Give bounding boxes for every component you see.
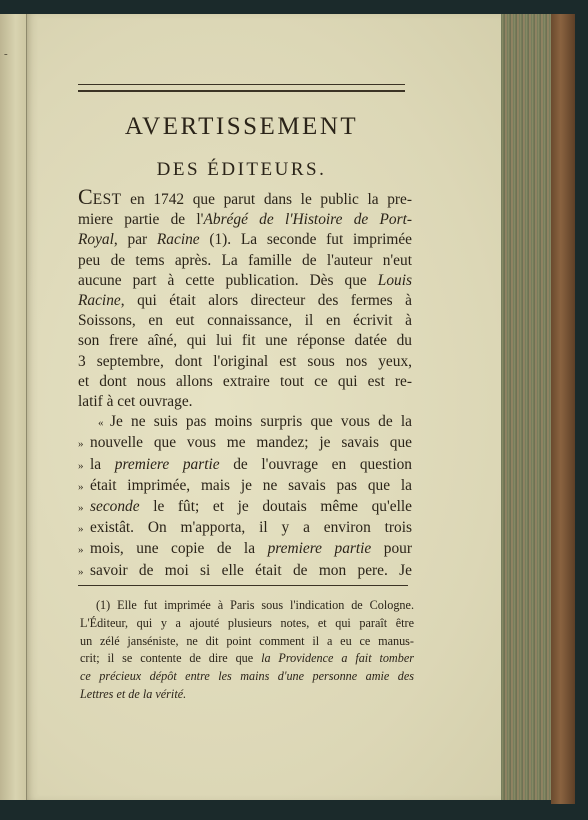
footnote-line [80, 650, 414, 668]
text-run: peu de tems après. La famille de l'auteur n'eut [78, 251, 412, 269]
italic-text: Racine [156, 231, 200, 249]
text-run: miere partie de l' [78, 211, 204, 229]
italic-text: premiere partie [267, 540, 372, 558]
text-run: le fût; et je doutais même qu'elle [139, 498, 412, 516]
text-run: (1) Elle fut imprimée à Paris sous l'indication de Cologne. [96, 598, 414, 612]
page-title: AVERTISSEMENT [124, 113, 359, 140]
text-run: pour [371, 540, 412, 558]
quote-mark: » [78, 565, 84, 578]
text-run: (1). La seconde fut imprimée [199, 231, 412, 249]
footnote-line [80, 615, 414, 633]
body-line [78, 539, 412, 560]
italic-text: seconde [90, 498, 140, 516]
body-line [78, 412, 412, 433]
footnote [80, 597, 414, 704]
italic-text: premiere partie [114, 455, 220, 473]
text-run: , qui était alors directeur des fermes à [120, 292, 412, 310]
text-run: EST [92, 191, 122, 208]
body-line [78, 331, 412, 351]
footnote-line [80, 668, 414, 686]
quote-mark: » [78, 480, 84, 493]
text-run: latif à cet ouvrage. [78, 393, 193, 411]
text-run: Soissons, en eut connaissance, il en écrivit à [78, 312, 412, 330]
text-run: C [78, 184, 93, 209]
body-line [78, 271, 412, 291]
body-line [78, 352, 412, 372]
body-line [78, 476, 412, 497]
text-run: aucune part à cette publication. Dès que [78, 271, 378, 289]
italic-text: Louis [377, 271, 412, 289]
facing-page-mark: - [4, 48, 8, 60]
page-subtitle: DES ÉDITEURS. [156, 159, 327, 180]
text-run: 3 septembre, dont l'original est sous nos yeux, [78, 352, 412, 370]
text-run: existât. On m'apporta, il y a environ trois [90, 519, 412, 537]
body-text [78, 184, 412, 582]
quote-mark: » [78, 523, 84, 536]
facing-page-edge [0, 14, 27, 800]
text-run: son frere aîné, qui lui fit une réponse datée du [78, 332, 412, 350]
body-line [78, 210, 412, 230]
text-run: mois, une copie de la [90, 540, 268, 558]
body-line [78, 561, 412, 582]
text-run: Je ne suis pas moins surpris que vous de la [110, 413, 412, 431]
body-line [78, 433, 412, 454]
text-run: de l'ouvrage en question [219, 455, 412, 473]
italic-text: la Providence a fait tomber [261, 651, 414, 666]
body-line [78, 311, 412, 331]
text-run: , par [113, 231, 157, 249]
page-block-edges [501, 14, 551, 800]
italic-text: Royal [78, 231, 114, 249]
body-line [78, 392, 412, 412]
quote-mark: » [78, 459, 84, 472]
body-line [78, 372, 412, 392]
body-line [78, 497, 412, 518]
body-line [78, 230, 412, 250]
text-run: en 1742 que parut dans le public la pre- [121, 191, 412, 208]
footnote-line [80, 597, 414, 615]
body-line [78, 251, 412, 271]
quote-mark: » [78, 438, 84, 451]
text-run: et dont nous allons extraire tout ce qui est re- [78, 372, 412, 390]
text-run: L'Éditeur, qui y a ajouté plusieurs notes, et qui paraît être [80, 615, 414, 630]
quote-mark: » [78, 544, 84, 557]
header-rule [78, 84, 405, 92]
italic-text: Lettres et de la vérité. [80, 686, 187, 701]
text-run: nouvelle que vous me mandez; je savais que [90, 434, 412, 452]
text-run: savoir de moi si elle était de mon pere. Je [90, 561, 412, 579]
body-line [78, 291, 412, 311]
footnote-line [80, 633, 414, 651]
body-line [78, 184, 412, 210]
italic-text: ce précieux dépôt entre les mains d'une personne amie des [80, 669, 414, 684]
text-run: la [90, 455, 115, 473]
body-line [78, 455, 412, 476]
italic-text: Racine [78, 292, 121, 310]
quote-mark: « [98, 417, 104, 430]
text-run: était imprimée, mais je ne savais pas que la [90, 476, 412, 494]
footnote-rule [78, 585, 408, 586]
book-cover-edge [551, 14, 575, 804]
italic-text: Abrégé de l'Histoire de Port- [203, 211, 412, 229]
quote-mark: » [78, 502, 84, 515]
text-run: un zélé janséniste, ne dit point comment il a eu ce manus- [80, 633, 414, 648]
text-run: crit; il se contente de dire que [80, 651, 262, 666]
footnote-line [80, 686, 414, 704]
body-line [78, 518, 412, 539]
